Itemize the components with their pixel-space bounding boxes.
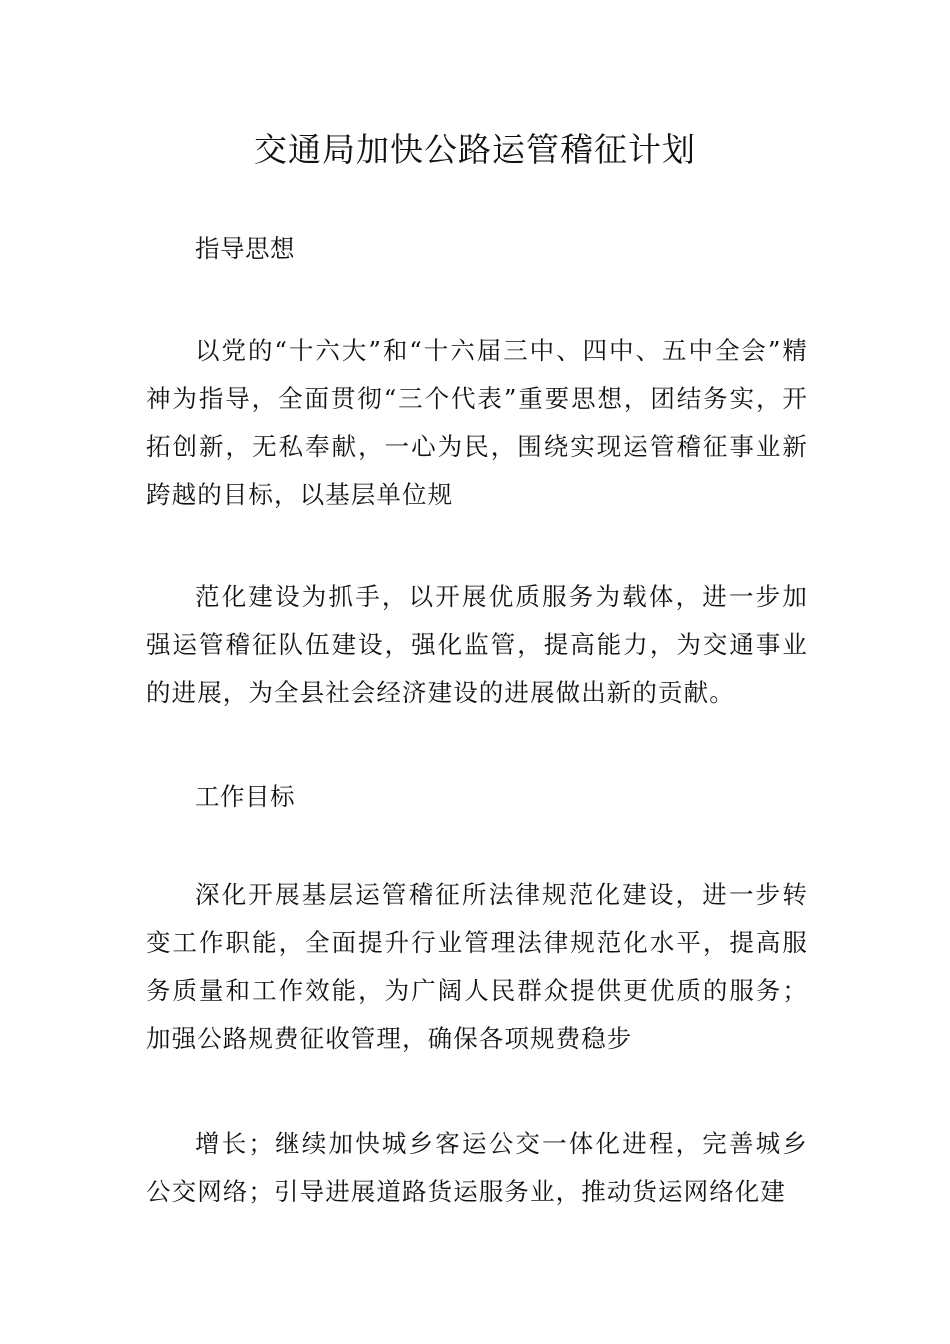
document-title: 交通局加快公路运管稽征计划: [254, 130, 696, 169]
paragraph-guiding-ideology-1: 以党的“十六大”和“十六届三中、四中、五中全会”精神为指导，全面贯彻“三个代表”重要思想，团结务实，开拓创新，无私奉献，一心为民，围绕实现运管稽征事业新跨越的目标，以基层单位规: [146, 336, 808, 509]
paragraph-work-goals-1: 深化开展基层运管稽征所法律规范化建设，进一步转变工作职能，全面提升行业管理法律规范化水平，提高服务质量和工作效能，为广阔人民群众提供更优质的服务；加强公路规费征收管理，确保各项规费稳步: [146, 880, 808, 1053]
paragraph-work-goals-2: 增长；继续加快城乡客运公交一体化进程，完善城乡公交网络；引导进展道路货运服务业，推动货运网络化建: [146, 1129, 808, 1206]
paragraph-guiding-ideology-2: 范化建设为抓手，以开展优质服务为载体，进一步加强运管稽征队伍建设，强化监管，提高能力，为交通事业的进展，为全县社会经济建设的进展做出新的贡献。: [146, 582, 808, 707]
section-heading-work-goals: 工作目标: [195, 782, 295, 811]
section-heading-guiding-ideology: 指导思想: [195, 234, 295, 263]
